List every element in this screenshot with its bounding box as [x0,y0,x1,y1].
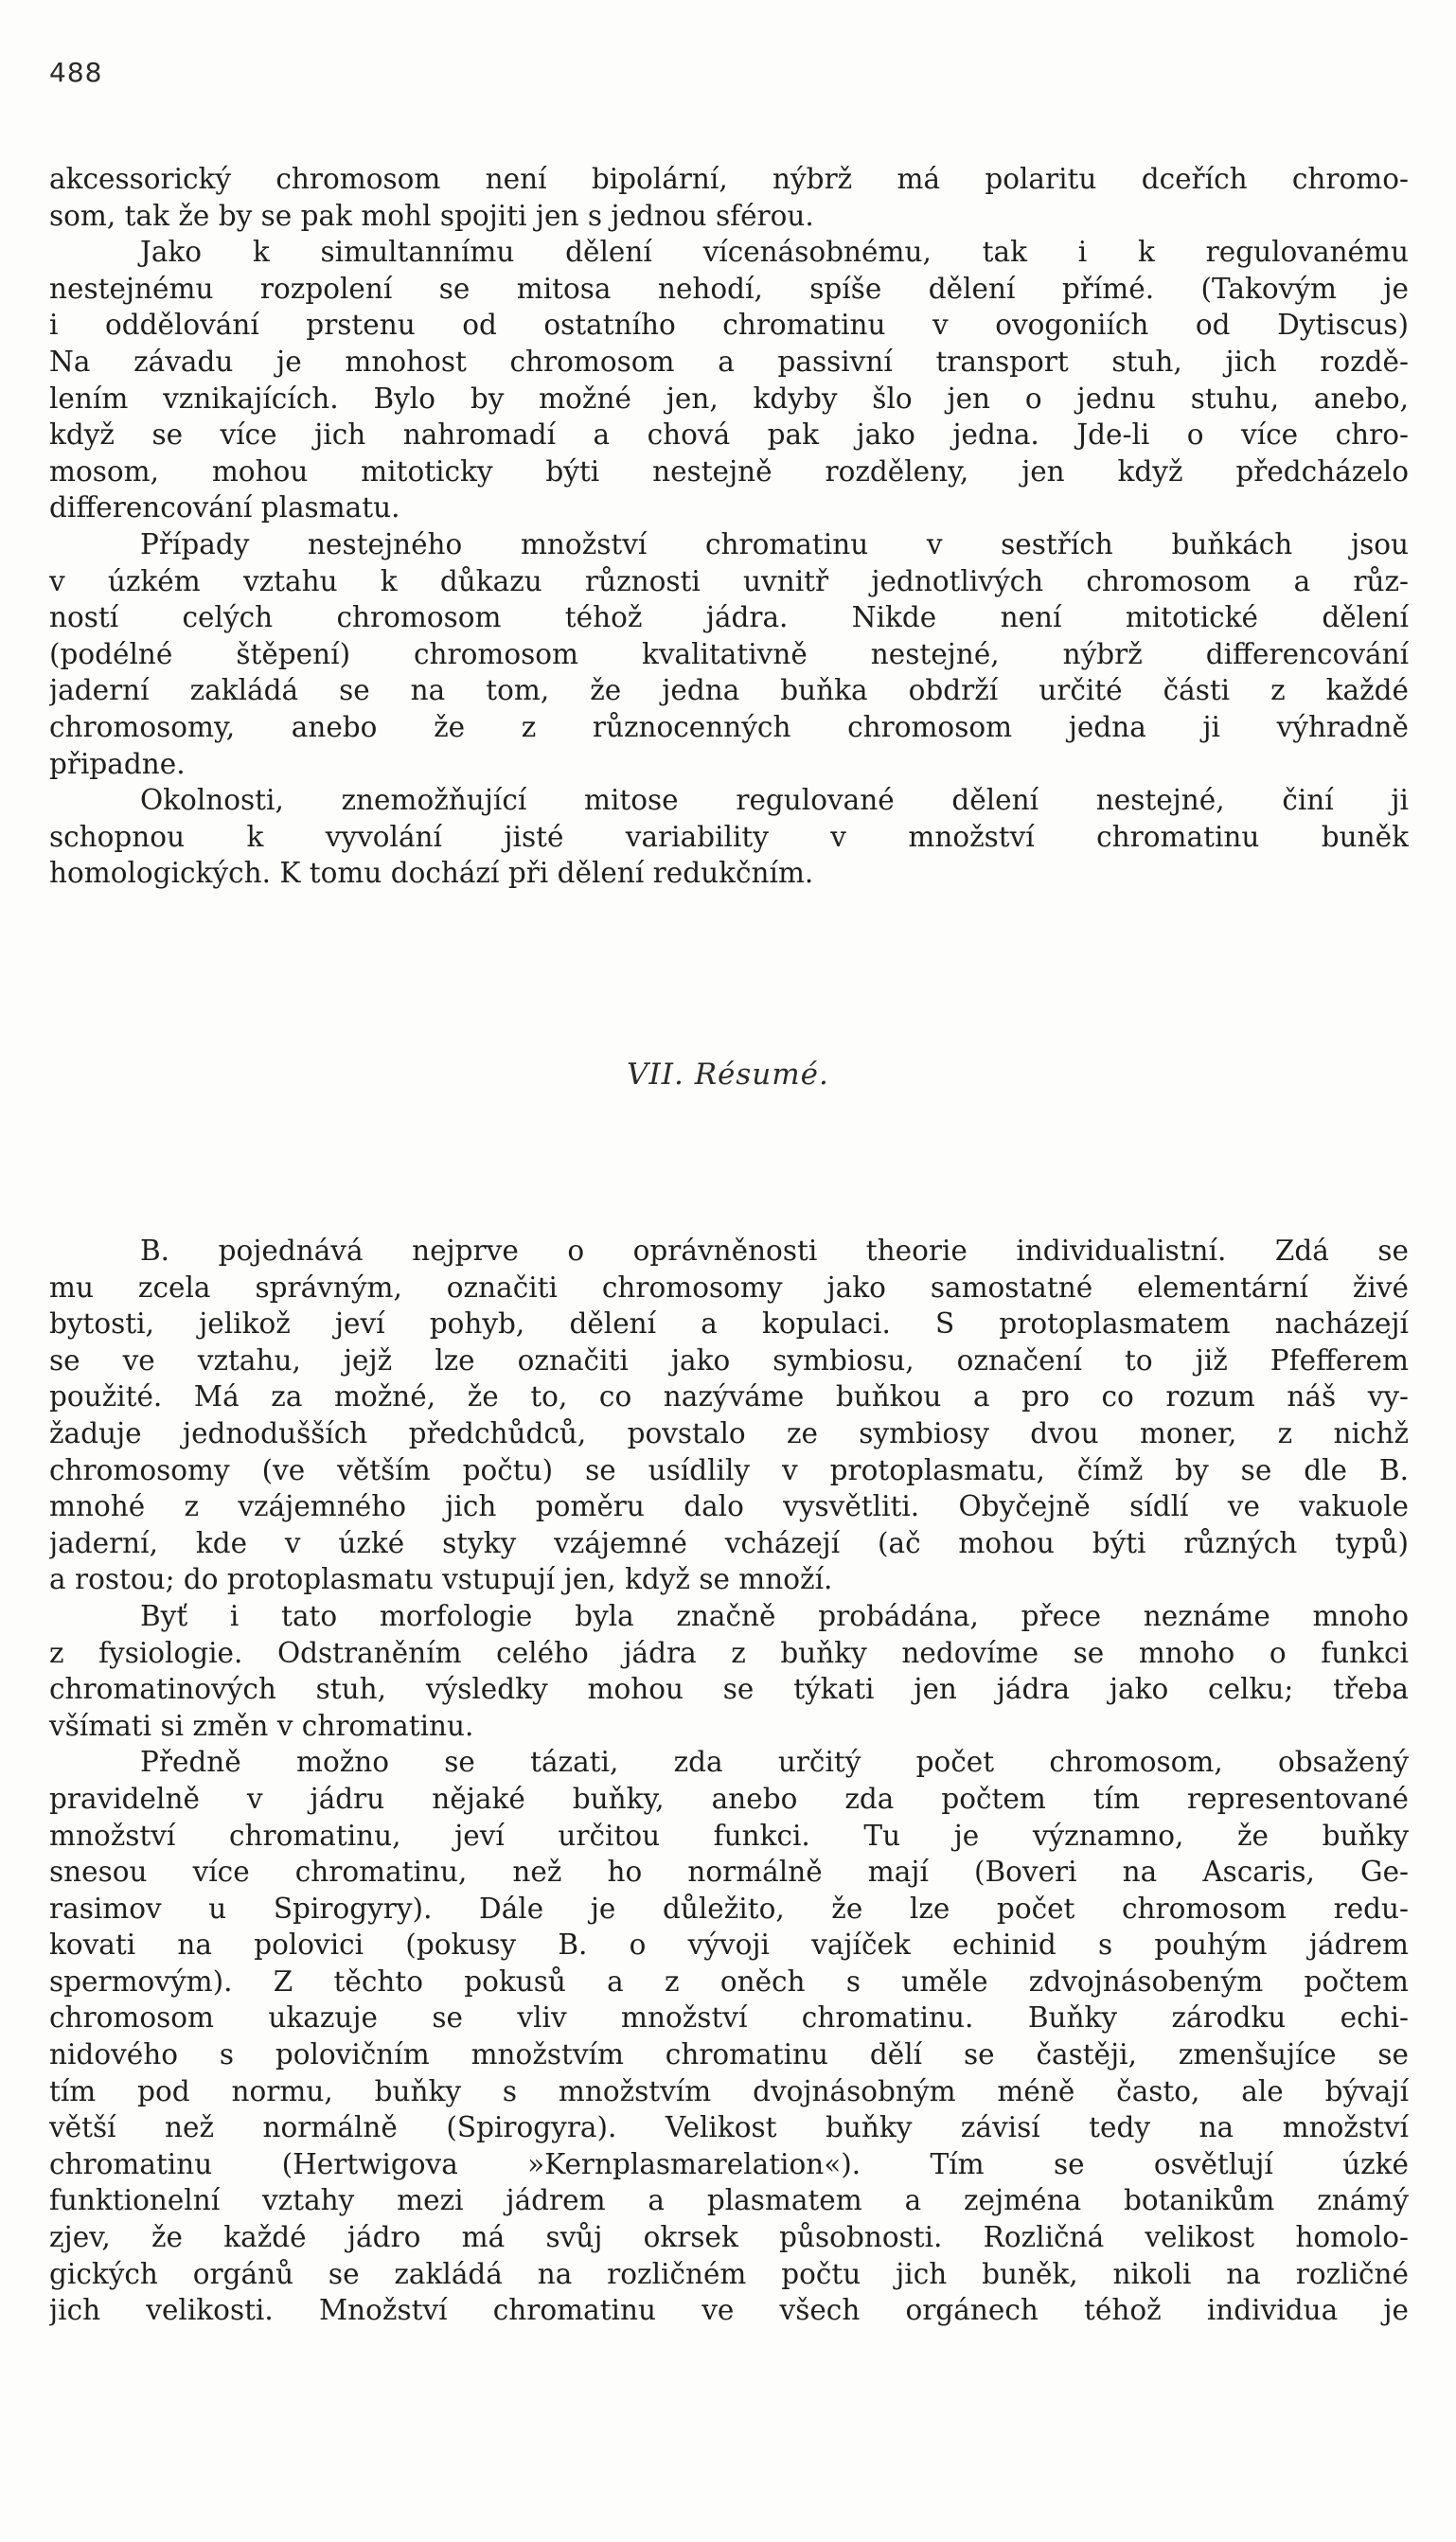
text-line: akcessorický chromosom není bipolární, nýbrž má polaritu dceřích chromo- [49,163,1409,195]
text-line: připadne. [49,747,186,780]
text-line: Na závadu je mnohost chromosom a passivní transport stuh, jich rozdě- [49,345,1409,378]
text-line: tím pod normu, buňky s množstvím dvojnásobným méně často, ale bývají [49,2074,1409,2107]
text-line: rasimov u Spirogyry). Dále je důležito, že lze počet chromosom redu- [49,1892,1409,1925]
text-line: v úzkém vztahu k důkazu různosti uvnitř jednotlivých chromosom a růz- [49,564,1409,597]
text-line: chromosom ukazuje se vliv množství chromatinu. Buňky zárodku echi- [49,2001,1409,2035]
text-line: zjev, že každé jádro má svůj okrsek působnosti. Rozličná velikost homolo- [49,2221,1409,2254]
paragraphs-top [49,161,1409,892]
text-line: schopnou k vyvolání jisté variability v množství chromatinu buněk [49,820,1409,853]
text-line: když se více jich nahromadí a chová pak jako jedna. Jde-li o více chro- [49,418,1409,452]
text-line: Předně možno se tázati, zda určitý počet chromosom, obsažený [140,1746,1409,1779]
text-line: B. pojednává nejprve o oprávněnosti theorie individualistní. Zdá se [140,1235,1409,1267]
text-line: žaduje jednodušších předchůdců, povstalo ze symbiosy dvou moner, z nichž [49,1416,1409,1449]
text-line: som, tak že by se pak mohl spojiti jen s jednou sférou. [49,199,814,232]
text-line: ností celých chromosom téhož jádra. Nikde není mitotické dělení [49,601,1409,634]
text-line: bytosti, jelikož jeví pohyb, dělení a kopulaci. S protoplasmatem nacházejí [49,1307,1409,1341]
text-line: Byť i tato morfologie byla značně probádána, přece neznáme mnoho [140,1599,1409,1632]
text-line: i oddělování prstenu od ostatního chromatinu v ovogoniích od Dytiscus) [49,309,1409,342]
paragraphs-resume [49,1233,1409,2329]
text-line: z fysiologie. Odstraněním celého jádra z buňky nedovíme se mnoho o funkci [49,1636,1409,1669]
text-line: Jako k simultannímu dělení vícenásobnému, tak i k regulovanému [140,236,1409,269]
text-line: homologických. K tomu dochází při dělení redukčním. [49,857,814,890]
text-line: mu zcela správným, označiti chromosomy jako samostatné elementární živé [49,1271,1409,1304]
text-line: snesou více chromatinu, než ho normálně mají (Boveri na Ascaris, Ge- [49,1856,1409,1889]
text-line: gických orgánů se zakládá na rozličném počtu jich buněk, nikoli na rozličné [49,2257,1409,2290]
text-line: kovati na polovici (pokusy B. o vývoji vajíček echinid s pouhým jádrem [49,1929,1409,1962]
text-line: jaderní, kde v úzké styky vzájemné vcházejí (ač mohou býti různých typů) [49,1526,1409,1559]
text-line: lením vznikajících. Bylo by možné jen, kdyby šlo jen o jednu stuhu, anebo, [49,382,1409,415]
text-line: všímati si změn v chromatinu. [49,1709,474,1742]
text-line: použité. Má za možné, že to, co nazýváme buňkou a pro co rozum náš vy- [49,1380,1409,1413]
text-line: a rostou; do protoplasmatu vstupují jen, když se množí. [49,1563,833,1596]
text-line: pravidelně v jádru nějaké buňky, anebo zda počtem tím representované [49,1782,1409,1815]
text-line: funktionelní vztahy mezi jádrem a plasmatem a zejména botanikům známý [49,2184,1409,2217]
text-line: Případy nestejného množství chromatinu v sestřích buňkách jsou [140,527,1409,560]
text-line: větší než normálně (Spirogyra). Velikost buňky závisí tedy na množství [49,2111,1409,2144]
text-line: mosom, mohou mitoticky býti nestejně rozděleny, jen když předcházelo [49,454,1409,488]
text-line: chromosomy, anebo že z různocenných chromosom jedna ji výhradně [49,710,1409,743]
text-line: chromatinových stuh, výsledky mohou se týkati jen jádra jako celku; třeba [49,1673,1409,1706]
text-line: chromatinu (Hertwigova »Kernplasmarelation«). Tím se osvětlují úzké [49,2147,1409,2180]
text-line: nestejnému rozpolení se mitosa nehodí, spíše dělení přímé. (Takovým je [49,272,1409,305]
text-line: (podélné štěpení) chromosom kvalitativně nestejné, nýbrž differencování [49,637,1409,670]
text-line: jich velikosti. Množství chromatinu ve všech orgánech téhož individua je [49,2294,1409,2327]
text-line: jaderní zakládá se na tom, že jedna buňka obdrží určité části z každé [49,674,1409,707]
text-line: differencování plasmatu. [49,491,400,524]
text-line: chromosomy (ve větším počtu) se usídlily v protoplasmatu, čímž by se dle B. [49,1453,1409,1486]
text-line: spermovým). Z těchto pokusů a z oněch s uměle zdvojnásobeným počtem [49,1964,1409,1998]
text-line: Okolnosti, znemožňující mitose regulované dělení nestejné, činí ji [140,784,1409,817]
text-line: mnohé z vzájemného jich poměru dalo vysvětliti. Obyčejně sídlí ve vakuole [49,1490,1409,1523]
text-line: nidového s polovičním množstvím chromatinu dělí se častěji, zmenšujíce se [49,2038,1409,2071]
text-line: se ve vztahu, jejž lze označiti jako symbiosu, označení to již Pfefferem [49,1343,1409,1377]
section-heading: VII. Résumé. [627,1058,829,1092]
text-line: množství chromatinu, jeví určitou funkci. Tu je významno, že buňky [49,1819,1409,1852]
page-number: 488 [49,57,103,88]
